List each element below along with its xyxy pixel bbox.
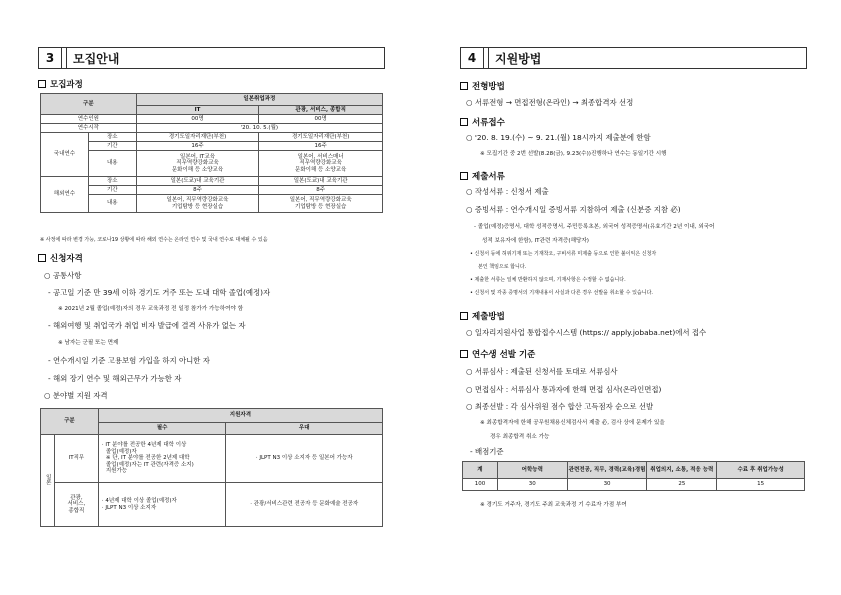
- criteria-document: ○ 서류심사 : 제출된 신청서를 토대로 서류심사: [466, 367, 618, 376]
- criteria-interview: ○ 면접심사 : 서류심사 통과자에 한해 면접 심사(온라인면접): [466, 385, 662, 394]
- selection-process: ○ 서류전형 → 면접전형(온라인) → 최종합격자 선정: [466, 98, 634, 107]
- doc-proof-list-2: 성적 보유자에 한함), IT관련 자격증(해당자): [482, 238, 589, 244]
- doc-bullet-1b: 본인 책임으로 합니다.: [478, 264, 527, 270]
- qualification-table: 구분 지원자격 필수 우대 일본 IT직무 · IT 분야를 전공한 4년제 대학 이상 졸업(예정)자 ※ 단, IT 분야를 전공한 2년제 대학 졸업(예정)자는 IT 관련(자격증 소지) 지원가능 · JLPT N3 이상 소지자 등 일본어 가능자 관광, 서비스, 종합직 · 4년제 대학 이상 졸업(예정)자 · JLPT N3 이상 소지자 · 관광/서비스관련 전공자 등 문화예술 전공자: [40, 408, 383, 527]
- heading-qualification: 신청자격: [38, 252, 83, 264]
- square-bullet-icon: [460, 118, 468, 126]
- section-header-3: [38, 47, 385, 69]
- bonus-note: ※ 경기도 거주자, 경기도 주최 교육과정 기 수료자 가점 부여: [480, 502, 627, 508]
- doc-application: ○ 작성서류 : 신청서 제출: [466, 187, 549, 196]
- score-table: 계 어학능력 관련전공, 직무, 경력(교육)경험 취업의지, 소통, 적응 능력 수료 후 취업가능성 100 30 30 25 15: [462, 461, 805, 491]
- criteria-final: ○ 최종선발 : 각 심사위원 점수 합산 고득점자 순으로 선발: [466, 402, 654, 411]
- qual-2: - 해외여행 및 취업국가 취업 비자 발급에 결격 사유가 없는 자: [48, 321, 246, 330]
- doc-proof-list: - 졸업(예정)증명서, 대학 성적증명서, 주민등록초본, 외국어 성적증명서(유효기간 2년 이내, 외국어: [474, 224, 715, 230]
- qual-4: - 해외 장기 연수 및 해외근무가 가능한 자: [48, 374, 182, 383]
- field-requirements: ○ 분야별 지원 자격: [44, 391, 108, 400]
- square-bullet-icon: [38, 254, 46, 262]
- doc-proof: ○ 증빙서류 : 연수개시일 증빙서류 지참하여 제출 (신분증 지참 必): [466, 205, 681, 214]
- section-number: 4: [461, 48, 484, 68]
- heading-submission: 제출방법: [460, 310, 505, 322]
- section-title: 모집안내: [73, 51, 120, 66]
- note-change: ※ 사정에 따라 변경 가능, 코로나19 상황에 따라 해외 연수는 온라인 연수 및 국내 연수로 대체될 수 있음: [40, 237, 268, 243]
- section-title: 지원방법: [495, 51, 542, 66]
- score-criteria: - 배점기준: [470, 447, 504, 456]
- qual-3: - 연수개시일 기준 고용보험 가입을 하지 아니한 자: [48, 356, 210, 365]
- heading-receipt: 서류접수: [460, 116, 505, 128]
- square-bullet-icon: [460, 82, 468, 90]
- doc-bullet-3: • 신청서 및 각종 증명서의 기재내용이 사실과 다른 경우 선발을 취소할 수 있습니다.: [470, 290, 654, 296]
- heading-criteria: 연수생 선발 기준: [460, 348, 535, 360]
- receipt-period: ○ '20. 8. 19.(수) ~ 9. 21.(월) 18시까지 제출분에 한함: [466, 133, 651, 142]
- square-bullet-icon: [460, 350, 468, 358]
- qual-1-note: ※ 2021년 2월 졸업(예정)자의 경우 교육과정 전 일정 참가가 가능하여야 함: [58, 306, 244, 312]
- square-bullet-icon: [460, 172, 468, 180]
- heading-documents: 제출서류: [460, 170, 505, 182]
- square-bullet-icon: [460, 312, 468, 320]
- criteria-final-note: ※ 최종합격자에 한해 공무원채용신체검사서 제출 必, 검사 상에 문제가 있을: [480, 420, 665, 426]
- doc-bullet-1: • 신청서 등에 허위기재 또는 기재착오, 구비서류 미제출 등으로 인한 불이익은 신청자: [470, 251, 657, 257]
- section-number: 3: [39, 48, 62, 68]
- square-bullet-icon: [38, 80, 46, 88]
- qual-2-note: ※ 남자는 군필 또는 면제: [58, 340, 119, 346]
- common-requirements: ○ 공통사항: [44, 271, 82, 280]
- criteria-final-note-2: 경우 최종합격 취소 가능: [490, 434, 550, 440]
- receipt-note: ※ 모집기간 중 2번 선발(8.28(금), 9.23(수))진행하나 연수는 동일기간 시행: [480, 151, 667, 157]
- heading-selection-method: 전형방법: [460, 80, 505, 92]
- qual-1: - 공고일 기준 만 39세 이하 경기도 거주 또는 도내 대학 졸업(예정)자: [48, 288, 271, 297]
- heading-process: 모집과정: [38, 78, 83, 90]
- doc-bullet-2: • 제출한 서류는 일체 반환하지 않으며, 기재사항은 수정할 수 없습니다.: [470, 277, 626, 283]
- section-header-4: [460, 47, 807, 69]
- course-table: 구분 일본취업과정 IT 관광, 서비스, 종합직 연수인원 00명 00명 연수시작 '20. 10. 5.(월) 국내연수 장소 경기도일자리재단(부천) 경기도일자리재단(부천) 기간 16주 16주 내용 일본어, IT교육 직무역량강화교육 문화이해 등 소양교육 일본어, 서비스매너 직무역량강화교육 문화이해 등 소양교육 해외연수 장소 일본(도쿄)내 교육기관 일본(도쿄)내 교육기관 기간 8주 8주 내용 일본어, 직무역량강화교육 기업탐방 등 현장실습 일본어, 직무역량강화교육 기업탐방 등 현장실습: [40, 93, 383, 213]
- submission-method: ○ 일자리지원사업 통합접수시스템 (https:// apply.jobaba.net)에서 접수: [466, 328, 707, 337]
